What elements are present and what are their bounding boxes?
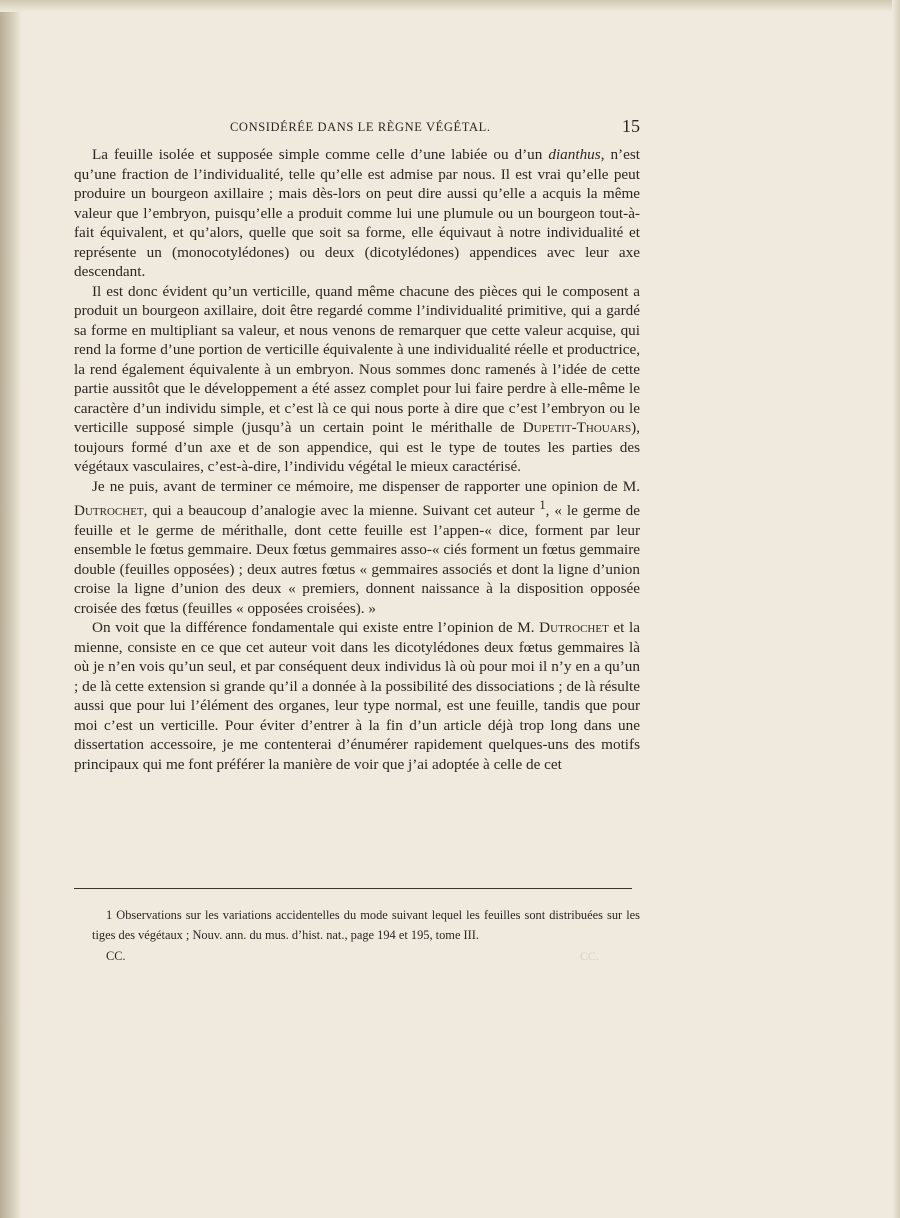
paragraph-1 [74,145,640,282]
footnote-marker: 1 [539,498,546,512]
paragraph-3-text-a: Je ne puis, avant de terminer ce mémoire, me dispenser de rapporter une opinion de M. [92,477,640,495]
paragraph-4-text-a: On voit que la différence fondamentale qui existe entre l’opinion de M. [92,619,540,637]
paragraph-3-text-b: , qui a beaucoup d’analogie avec la mienne. Suivant cet auteur [143,502,540,520]
paragraph-1-text-a: La feuille isolée et supposée simple comme celle d’une labiée ou d’un [92,146,549,163]
page-top-edge-shadow [0,0,900,12]
author-name: Dutrochet [74,502,144,520]
paragraph-1-text-b: , n’est qu’une fraction de l’individualité, telle qu’elle est admise par nous. Il est vrai qu’elle peut produire un bourgeon axillaire ; mais dès-lors on peut dire aussi qu’elle a acquis la même valeur que l’embryon, puisqu’elle a produit comme lui une plumule ou un bourgeon tout-à-fait équivalent, et qu’alors, quelle que soit sa forme, elle équivaut à notre individualité et représente un (monocotylédones) ou deux (dicotylédones) appendices avec leur axe descendant. [74,146,640,280]
paragraph-4-text-b: et la mienne, consiste en ce que cet auteur voit dans les dicotylédones deux fœtus gemmaires là où je n’en vois qu’un seul, et par conséquent deux individus là où pour moi il n’y en a qu’un ; de là cette extension si grande qu’il a donnée à la possibilité des dissociations ; de là résulte aussi que pour lui l’élément des organes, leur type normal, est une feuille, tandis que pour moi c’est un verticille. Pour éviter d’entrer à la fin d’un article déjà trop long dans une dissertation accessoire, je me contenterai d’énumérer rapidement quelques-uns des motifs principaux qui me font préférer la manière de voir que j’ai adoptée à celle de cet [74,619,640,773]
footnote-divider [74,888,632,889]
page-right-edge-shadow [892,0,900,1218]
paragraph-3-quotation: , « le germe de feuille et le germe de mérithalle, dont cette feuille est l’appen-« dice, forment par leur ensemble le fœtus gemmaire. Deux fœtus gemmaires asso-« ciés forment un fœtus gemmaire double (feuilles opposées) ; deux autres fœtus « gemmaires associés et dont la ligne d’union croise la ligne d’union des deux « premiers, donnent naissance à la disposition opposée croisée des fœtus (feuilles « opposées croisées). » [74,502,640,617]
paragraph-2-text-b: ), toujours formé d’un axe et de son appendice, qui est le type de toutes les parties des végétaux vasculaires, c’est-à-dire, l’individu végétal le mieux caractérisé. [74,419,640,475]
body-text [74,145,640,774]
paragraph-3 [74,477,640,619]
printer-signature: CC. [106,949,126,963]
paragraph-2 [74,282,640,477]
running-title: CONSIDÉRÉE DANS LE RÈGNE VÉGÉTAL. [230,120,491,134]
footnote: 1 Observations sur les variations accidentelles du mode suivant lequel les feuilles sont distribuées sur les tiges des végétaux ; Nouv. ann. du mus. d’hist. nat., page 194 et 195, tome III. [92,908,640,942]
paragraph-4 [74,618,640,774]
italic-term: dianthus [548,146,601,163]
page-header [74,116,640,138]
paragraph-2-text-a: Il est donc évident qu’un verticille, quand même chacune des pièces qui le composent a produit un bourgeon axillaire, doit être regardé comme l’individualité primitive, qui a gardé sa forme en multipliant sa valeur, et nous venons de remarquer que cette valeur acquise, qui rend la forme d’une portion de verticille équivalente à une individualité réelle et productrice, la rend également équivalente à un embryon. Nous sommes donc ramenés à l’idée de cette partie aussitôt que le développement a été assez complet pour lui faire perdre à elle-même le caractère d’un individu simple, et c’est là ce qui nous porte à dire que c’est l’embryon ou le verticille supposé simple (jusqu’à un certain point le mérithalle de [74,282,640,436]
author-name: Dupetit-Thouars [522,419,632,436]
author-name: Dutrochet [539,619,609,637]
show-through-mark: CC. [580,949,600,963]
page-number: 15 [622,116,640,136]
page-left-edge-shadow [0,0,22,1218]
